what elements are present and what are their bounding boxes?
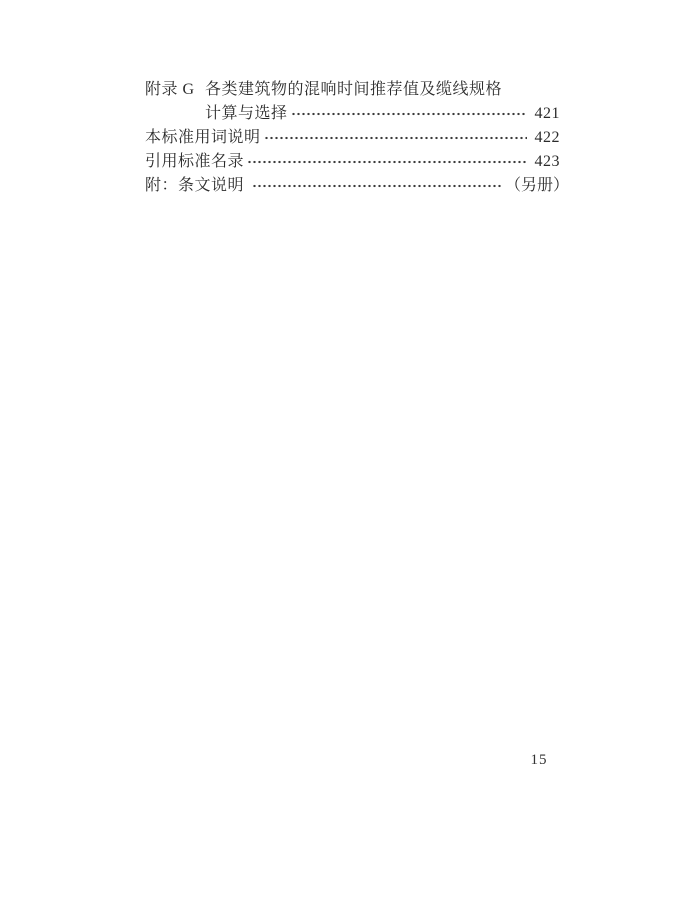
toc-entry-appendix-g-line1 bbox=[145, 78, 569, 102]
toc-entry-title: 本标准用词说明 bbox=[145, 129, 261, 146]
toc-entry-title: 附：条文说明 bbox=[145, 177, 245, 194]
toc-entry-page-number: 422 bbox=[534, 129, 560, 146]
dot-leader bbox=[291, 102, 527, 126]
toc-entry-title: 各类建筑物的混响时间推荐值及缆线规格 bbox=[205, 81, 503, 98]
toc-entry-explanation bbox=[145, 174, 569, 198]
toc-entry-page-number: 421 bbox=[534, 105, 560, 122]
toc-entry-references bbox=[145, 150, 569, 174]
toc-entry-page-number: （另册） bbox=[504, 177, 569, 194]
page-number: 15 bbox=[530, 752, 548, 768]
table-of-contents bbox=[145, 78, 569, 198]
toc-entry-title-continued: 计算与选择 bbox=[205, 105, 288, 122]
dot-leader bbox=[252, 174, 501, 198]
toc-entry-appendix-label: 附录 G bbox=[145, 81, 195, 98]
toc-entry-appendix-g-line2 bbox=[205, 102, 569, 126]
toc-entry-terms bbox=[145, 126, 569, 150]
dot-leader bbox=[247, 150, 527, 174]
toc-entry-page-number: 423 bbox=[534, 153, 560, 170]
dot-leader bbox=[264, 126, 527, 150]
toc-entry-title: 引用标准名录 bbox=[145, 153, 245, 170]
